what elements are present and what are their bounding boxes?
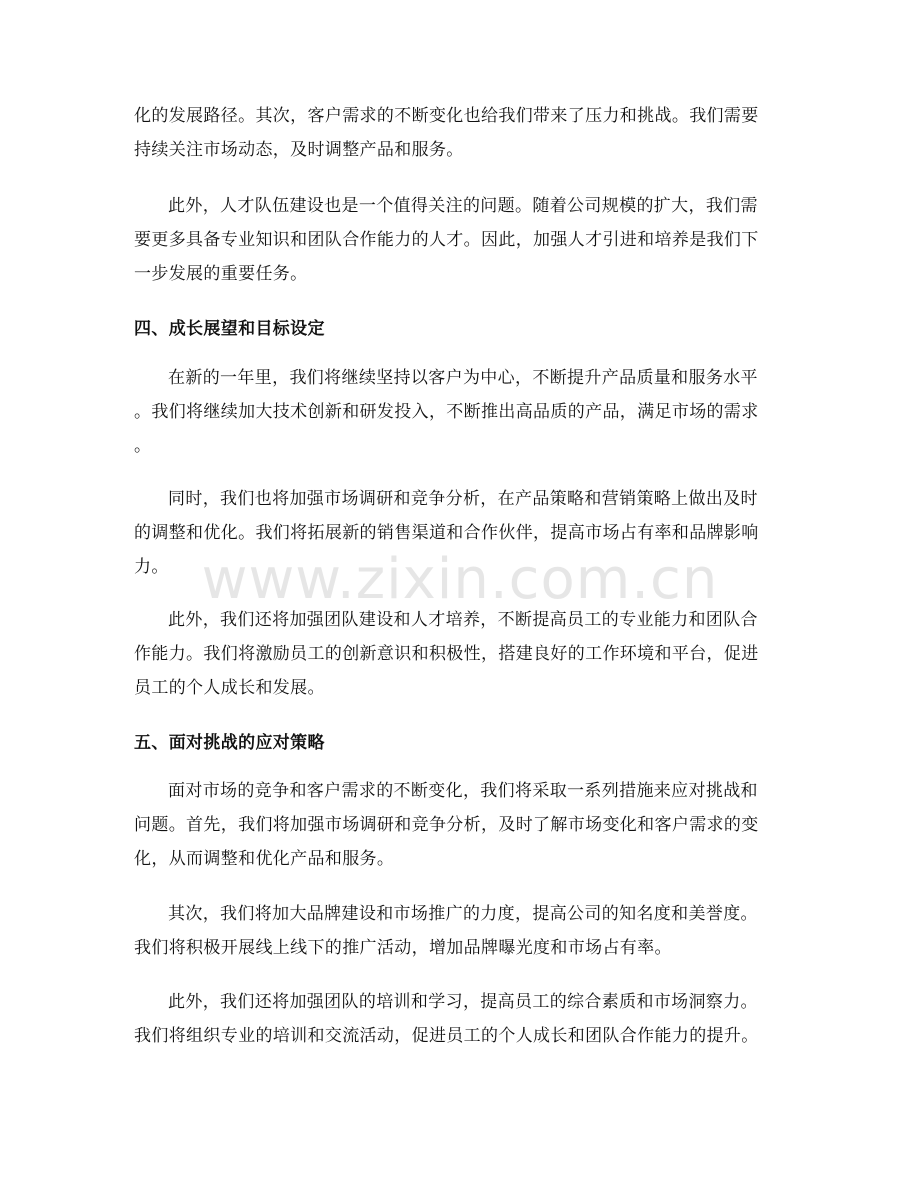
paragraph-7 <box>134 897 794 965</box>
paragraph-1 <box>134 99 794 167</box>
paragraph-line: 我们将积极开展线上线下的推广活动，增加品牌曝光度和市场占有率。 <box>134 938 672 958</box>
paragraph-line: 的调整和优化。我们将拓展新的销售渠道和合作伙伴，提高市场占有率和品牌影响 <box>134 523 759 543</box>
paragraph-line: 要更多具备专业知识和团队合作能力的人才。因此，加强人才引进和培养是我们下 <box>134 230 759 250</box>
paragraph-line: 同时，我们也将加强市场调研和竞争分析，在产品策略和营销策略上做出及时 <box>168 489 758 509</box>
paragraph-line: 力。 <box>134 557 169 577</box>
section-heading-4: 四、成长展望和目标设定 <box>134 319 325 339</box>
paragraph-line: 作能力。我们将激励员工的创新意识和积极性，搭建良好的工作环境和平台，促进 <box>134 644 759 664</box>
paragraph-line: 化的发展路径。其次，客户需求的不断变化也给我们带来了压力和挑战。我们需要 <box>134 106 759 126</box>
paragraph-line: 面对市场的竞争和客户需求的不断变化，我们将采取一系列措施来应对挑战和 <box>168 781 758 801</box>
paragraph-6 <box>134 774 794 876</box>
paragraph-line: 员工的个人成长和发展。 <box>134 678 325 698</box>
paragraph-3 <box>134 361 794 463</box>
watermark: www.zixin.com.cn <box>201 547 719 612</box>
paragraph-line: 在新的一年里，我们将继续坚持以客户为中心，不断提升产品质量和服务水平 <box>168 368 758 388</box>
paragraph-line: 此外，我们还将加强团队建设和人才培养，不断提高员工的专业能力和团队合 <box>168 610 758 630</box>
paragraph-line: 。 <box>134 436 152 456</box>
section-heading-5: 五、面对挑战的应对策略 <box>134 733 325 753</box>
paragraph-line: 我们将组织专业的培训和交流活动，促进员工的个人成长和团队合作能力的提升。 <box>134 1026 759 1046</box>
paragraph-2 <box>134 189 794 291</box>
paragraph-line: 此外，人才队伍建设也是一个值得关注的问题。随着公司规模的扩大，我们需 <box>168 196 758 216</box>
paragraph-line: 其次，我们将加大品牌建设和市场推广的力度，提高公司的知名度和美誉度。 <box>168 904 758 924</box>
paragraph-8 <box>134 985 794 1053</box>
paragraph-line: 持续关注市场动态，及时调整产品和服务。 <box>134 140 464 160</box>
paragraph-4 <box>134 482 794 584</box>
paragraph-line: 一步发展的重要任务。 <box>134 264 308 284</box>
paragraph-5 <box>134 603 794 705</box>
paragraph-line: 。我们将继续加大技术创新和研发投入，不断推出高品质的产品，满足市场的需求 <box>134 402 759 422</box>
paragraph-line: 此外，我们还将加强团队的培训和学习，提高员工的综合素质和市场洞察力。 <box>168 992 758 1012</box>
paragraph-line: 问题。首先，我们将加强市场调研和竞争分析，及时了解市场变化和客户需求的变 <box>134 815 759 835</box>
paragraph-line: 化，从而调整和优化产品和服务。 <box>134 849 395 869</box>
